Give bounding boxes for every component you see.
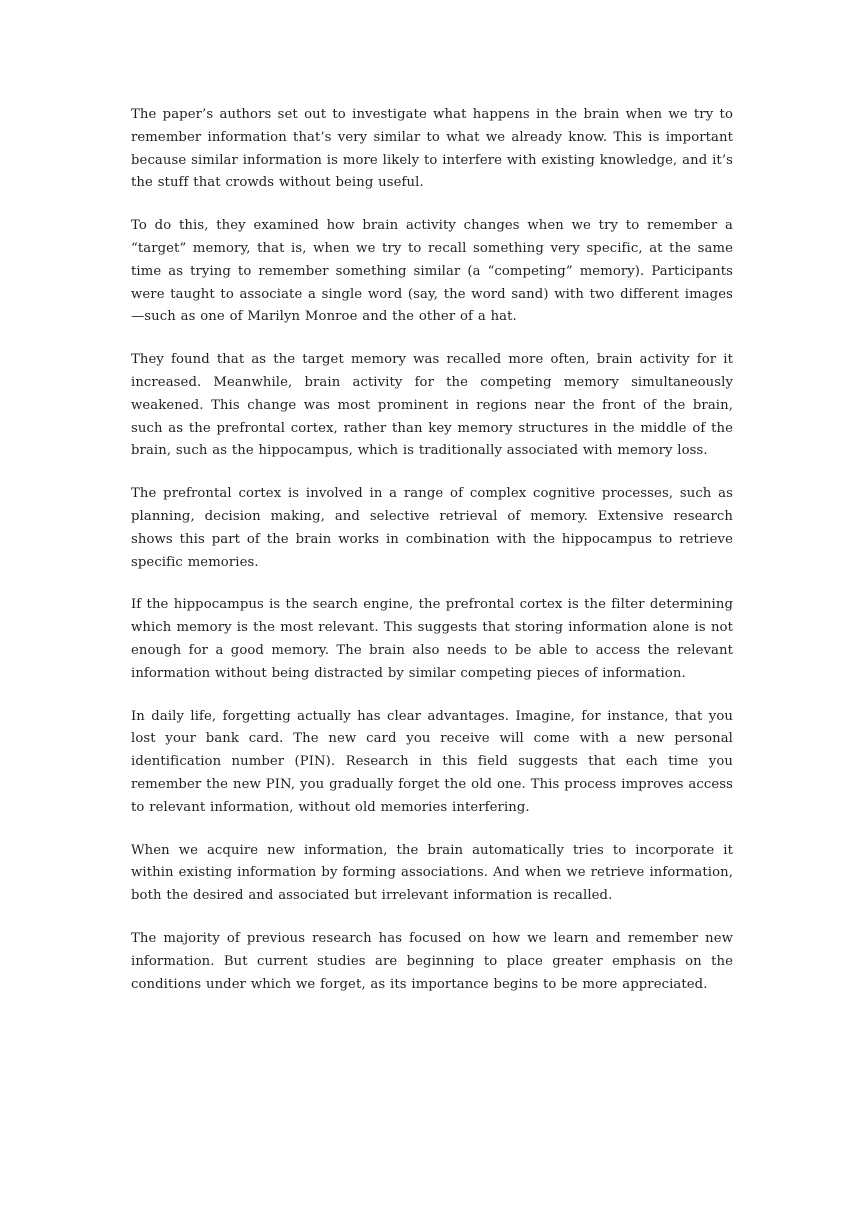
paragraph-4: The prefrontal cortex is involved in a range of complex cognitive processes, such as planning, decision making, and selective retrieval of memory. Extensive research shows this part of the brain works in combination with the hippocampus to retrieve specific memories.	[131, 486, 733, 570]
paragraph-3: They found that as the target memory was recalled more often, brain activity for it increased. Meanwhile, brain activity for the competing memory simultaneously weakened. This change was most prominent in regions near the front of the brain, such as the prefrontal cortex, rather than key memory structures in the middle of the brain, such as the hippocampus, which is traditionally associated with memory loss.	[131, 352, 733, 459]
paragraph-8: The majority of previous research has focused on how we learn and remember new information. But current studies are beginning to place greater emphasis on the conditions under which we forget, as its importance begins to be more appreciated.	[131, 930, 733, 992]
paragraph-2: To do this, they examined how brain activity changes when we try to remember a “target” memory, that is, when we try to recall something very specific, at the same time as trying to remember something similar (a “competing” memory). Participants were taught to associate a single word (say, the word sand) with two different images—such as one of Marilyn Monroe and the other of a hat.	[131, 218, 733, 325]
paragraph-6: In daily life, forgetting actually has clear advantages. Imagine, for instance, that you lost your bank card. The new card you receive will come with a new personal identification number (PIN). Research in this field suggests that each time you remember the new PIN, you gradually forget the old one. This process improves access to relevant information, without old memories interfering.	[131, 708, 733, 815]
document-page	[131, 104, 733, 1016]
paragraph-5: If the hippocampus is the search engine, the prefrontal cortex is the filter determining which memory is the most relevant. This suggests that storing information alone is not enough for a good memory. The brain also needs to be able to access the relevant information without being distracted by similar competing pieces of information.	[131, 597, 733, 681]
paragraph-1: The paper’s authors set out to investigate what happens in the brain when we try to remember information that’s very similar to what we already know. This is important because similar information is more likely to interfere with existing knowledge, and it’s the stuff that crowds without being useful.	[131, 107, 733, 191]
paragraph-7: When we acquire new information, the brain automatically tries to incorporate it within existing information by forming associations. And when we retrieve information, both the desired and associated but irrelevant information is recalled.	[131, 842, 733, 904]
